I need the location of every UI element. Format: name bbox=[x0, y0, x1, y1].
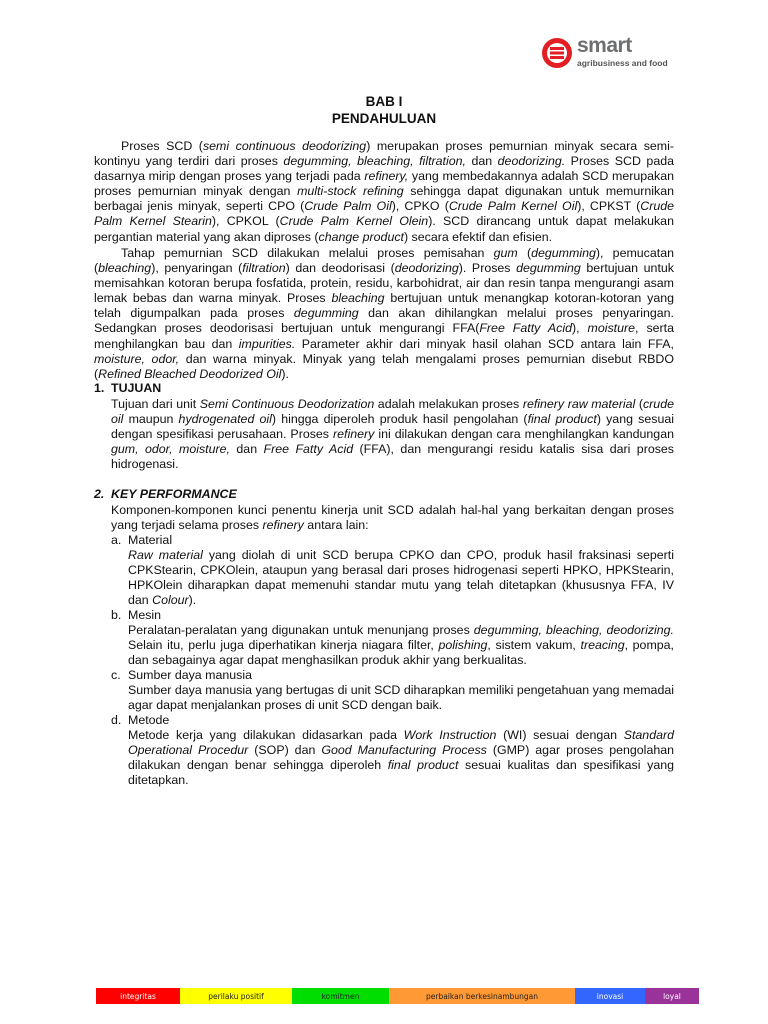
section-number: 2. bbox=[94, 487, 105, 501]
section-title: KEY PERFORMANCE bbox=[111, 487, 237, 501]
item-body: Metode kerja yang dilakukan didasarkan pada Work Instruction (WI) sesuai dengan Standard Operational Procedur (SOP) dan Good Manufacturing Process (GMP) agar proses pengolahan dilakukan dengan benar sehingga diperoleh final product sesuai kualitas dan spesifikasi yang ditetapkan. bbox=[128, 728, 675, 788]
item-body: Sumber daya manusia yang bertugas di unit SCD diharapkan memiliki pengetahuan yang memadai agar dapat menjalankan proses di unit SCD dengan baik. bbox=[128, 683, 674, 713]
item-title: Mesin bbox=[128, 608, 162, 622]
item-body: Peralatan-peralatan yang digunakan untuk menunjang proses degumming, bleaching, deodorizing. Selain itu, perlu juga diperhatikan kinerja niagara filter, polishing, sistem vakum, treacing, pompa, dan sebagainya agar dapat menghasilkan produk akhir yang berkualitas. bbox=[128, 623, 674, 668]
document-body bbox=[94, 139, 674, 788]
item-title: Metode bbox=[128, 713, 170, 727]
section-key-performance bbox=[94, 487, 674, 788]
section-tujuan bbox=[94, 381, 674, 472]
item-title: Sumber daya manusia bbox=[128, 668, 252, 682]
footer-value: perbaikan berkesinambungan bbox=[389, 988, 575, 1004]
item-title: Material bbox=[128, 533, 173, 547]
item-letter: d. bbox=[111, 713, 122, 727]
list-item-sumber-daya-manusia bbox=[111, 668, 674, 713]
section-body: Komponen-komponen kunci penentu kinerja unit SCD adalah hal-hal yang berkaitan dengan proses yang terjadi selama proses refinery antara lain: bbox=[111, 503, 674, 533]
item-letter: c. bbox=[111, 668, 121, 682]
intro-paragraph-2: Tahap pemurnian SCD dilakukan melalui proses pemisahan gum (degumming), pemucatan (bleaching), penyaringan (filtration) dan deodorisasi (deodorizing). Proses degumming bertujuan untuk memisahkan kotoran berupa fosfatida, protein, residu, karbohidrat, air dan resin tanpa mengurangi asam lemak bebas dan warna minyak. Proses bleaching bertujuan untuk menangkap kotoran-kotoran yang telah digumpalkan pada proses degumming dan akan dihilangkan melalui proses penyaringan. Sedangkan proses deodorisasi bertujuan untuk mengurangi FFA(Free Fatty Acid), moisture, serta menghilangkan bau dan impurities. Parameter akhir dari minyak hasil olahan SCD antara lain FFA, moisture, odor, dan warna minyak. Minyak yang telah mengalami proses pemurnian disebut RBDO (Refined Bleached Deodorized Oil). bbox=[94, 246, 675, 381]
footer-value: loyal bbox=[645, 988, 699, 1004]
logo-name: smart bbox=[577, 34, 632, 57]
footer-values-bar bbox=[96, 988, 699, 1004]
section-title: TUJUAN bbox=[111, 381, 162, 395]
list-item-material bbox=[111, 533, 674, 608]
smart-logo-icon bbox=[541, 37, 573, 69]
list-item-mesin bbox=[111, 608, 674, 668]
section-number: 1. bbox=[94, 381, 105, 395]
company-logo bbox=[541, 34, 681, 75]
section-body: Tujuan dari unit Semi Continuous Deodorization adalah melakukan proses refinery raw material (crude oil maupun hydrogenated oil) hingga diperoleh produk hasil pengolahan (final product) yang sesuai dengan spesifikasi perusahaan. Proses refinery ini dilakukan dengan cara menghilangkan kandungan gum, odor, moisture, dan Free Fatty Acid (FFA), dan mengurangi residu katalis sisa dari proses hidrogenasi. bbox=[111, 397, 674, 472]
logo-tagline: agribusiness and food bbox=[577, 58, 668, 68]
chapter-number: BAB I bbox=[365, 94, 403, 109]
chapter-title: PENDAHULUAN bbox=[331, 111, 437, 126]
item-body: Raw material yang diolah di unit SCD berupa CPKO dan CPO, produk hasil fraksinasi seperti CPKStearin, CPKOlein, ataupun yang berasal dari proses hidrogenasi seperti HPKO, HPKStearin, HPKOlein diharapkan dapat memenuhi standar mutu yang telah ditetapkan (khususnya FFA, IV dan Colour). bbox=[128, 548, 674, 608]
section-heading bbox=[94, 381, 674, 397]
intro-paragraph-1: Proses SCD (semi continuous deodorizing) merupakan proses pemurnian minyak secara semi-kontinyu yang terdiri dari proses degumming, bleaching, filtration, dan deodorizing. Proses SCD pada dasarnya mirip dengan proses yang terjadi pada refinery, yang membedakannya adalah SCD merupakan proses pemurnian minyak dengan multi-stock refining sehingga dapat digunakan untuk memurnikan berbagai jenis minyak, seperti CPO (Crude Palm Oil), CPKO (Crude Palm Kernel Oil), CPKST (Crude Palm Kernel Stearin), CPKOL (Crude Palm Kernel Olein). SCD dirancang untuk dapat melakukan pergantian material yang akan diproses (change product) secara efektif dan efisien. bbox=[94, 139, 675, 244]
item-letter: b. bbox=[111, 608, 122, 622]
footer-value: perilaku positif bbox=[180, 988, 292, 1004]
footer-value: inovasi bbox=[575, 988, 645, 1004]
item-letter: a. bbox=[111, 533, 122, 547]
footer-value: komitmen bbox=[292, 988, 389, 1004]
list-item-metode bbox=[111, 713, 674, 788]
section-heading bbox=[94, 487, 674, 503]
footer-value: integritas bbox=[96, 988, 180, 1004]
